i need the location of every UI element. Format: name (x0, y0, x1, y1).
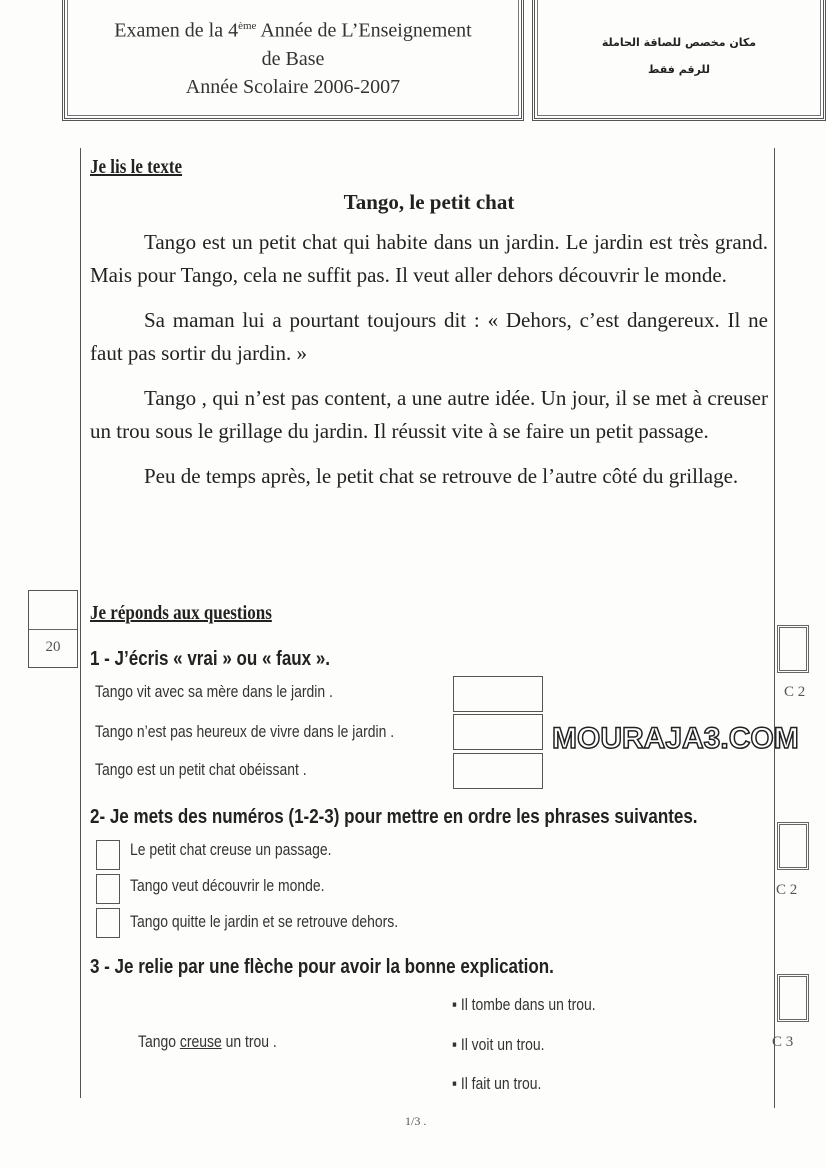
statement: Tango est un petit chat obéissant . (95, 760, 307, 779)
label-area-box (532, 0, 826, 121)
statement: Tango n’est pas heureux de vivre dans le jardin . (95, 722, 395, 741)
paragraph: Tango est un petit chat qui habite dans un jardin. Le jardin est très grand. Mais pour Tango, cela ne suffit pas. Il veut aller dehors découvrir le monde. (90, 230, 768, 287)
criterion-box (777, 625, 809, 673)
exam-level: de Base (261, 47, 325, 70)
answer-box[interactable] (453, 753, 543, 789)
exam-title: Examen de la 4ème Année de L’Enseignement (114, 19, 472, 42)
section-heading-questions: Je réponds aux questions (90, 602, 272, 624)
answer-box[interactable] (453, 714, 543, 750)
phrase-left: Tango creuse un trou . (138, 1032, 277, 1051)
school-year: Année Scolaire 2006-2007 (185, 75, 401, 98)
section-heading-reading: Je lis le texte (90, 156, 183, 178)
left-margin-line (80, 148, 81, 1098)
page-number: 1/3 . (405, 1114, 427, 1128)
question-1-title: 1 - J’écris « vrai » ou « faux ». (90, 648, 331, 670)
criterion-label: C 3 (772, 1034, 794, 1050)
answer-box[interactable] (453, 676, 543, 712)
statement: Tango vit avec sa mère dans le jardin . (95, 682, 333, 701)
exam-header-box (62, 0, 524, 121)
sentence: Tango quitte le jardin et se retrouve dehors. (130, 912, 399, 931)
sentence: Le petit chat creuse un passage. (130, 840, 332, 859)
criterion-box (777, 974, 809, 1022)
option[interactable]: ▪ Il voit un trou. (452, 1035, 545, 1054)
arabic-label-2: للرقم فقط (647, 63, 711, 76)
option[interactable]: ▪ Il tombe dans un trou. (452, 995, 596, 1014)
reading-text (90, 226, 768, 505)
paragraph: Peu de temps après, le petit chat se retrouve de l’autre côté du grillage. (144, 464, 739, 488)
sentence: Tango veut découvrir le monde. (130, 876, 325, 895)
arabic-label: مكان مخصص للصاقة الحاملة (601, 36, 757, 49)
criterion-label: C 2 (776, 882, 798, 898)
score-box (28, 590, 78, 668)
number-box[interactable] (96, 908, 120, 938)
right-margin-line (774, 148, 775, 1108)
paragraph: Sa maman lui a pourtant toujours dit : « Dehors, c’est dangereux. Il ne faut pas sortir du jardin. » (90, 308, 768, 365)
number-box[interactable] (96, 840, 120, 870)
watermark: MOURAJA3.COM (552, 722, 799, 755)
criterion-label: C 2 (784, 684, 806, 700)
paragraph: Tango , qui n’est pas content, a une autre idée. Un jour, il se met à creuser un trou sous le grillage du jardin. Il réussit vite à se faire un petit passage. (90, 386, 768, 443)
question-3-title: 3 - Je relie par une flèche pour avoir la bonne explication. (90, 956, 554, 978)
question-2-title: 2- Je mets des numéros (1-2-3) pour mettre en ordre les phrases suivantes. (90, 806, 698, 828)
number-box[interactable] (96, 874, 120, 904)
criterion-box (777, 822, 809, 870)
option[interactable]: ▪ Il fait un trou. (452, 1074, 542, 1093)
score-total: 20 (45, 639, 61, 655)
text-title: Tango, le petit chat (343, 190, 515, 214)
